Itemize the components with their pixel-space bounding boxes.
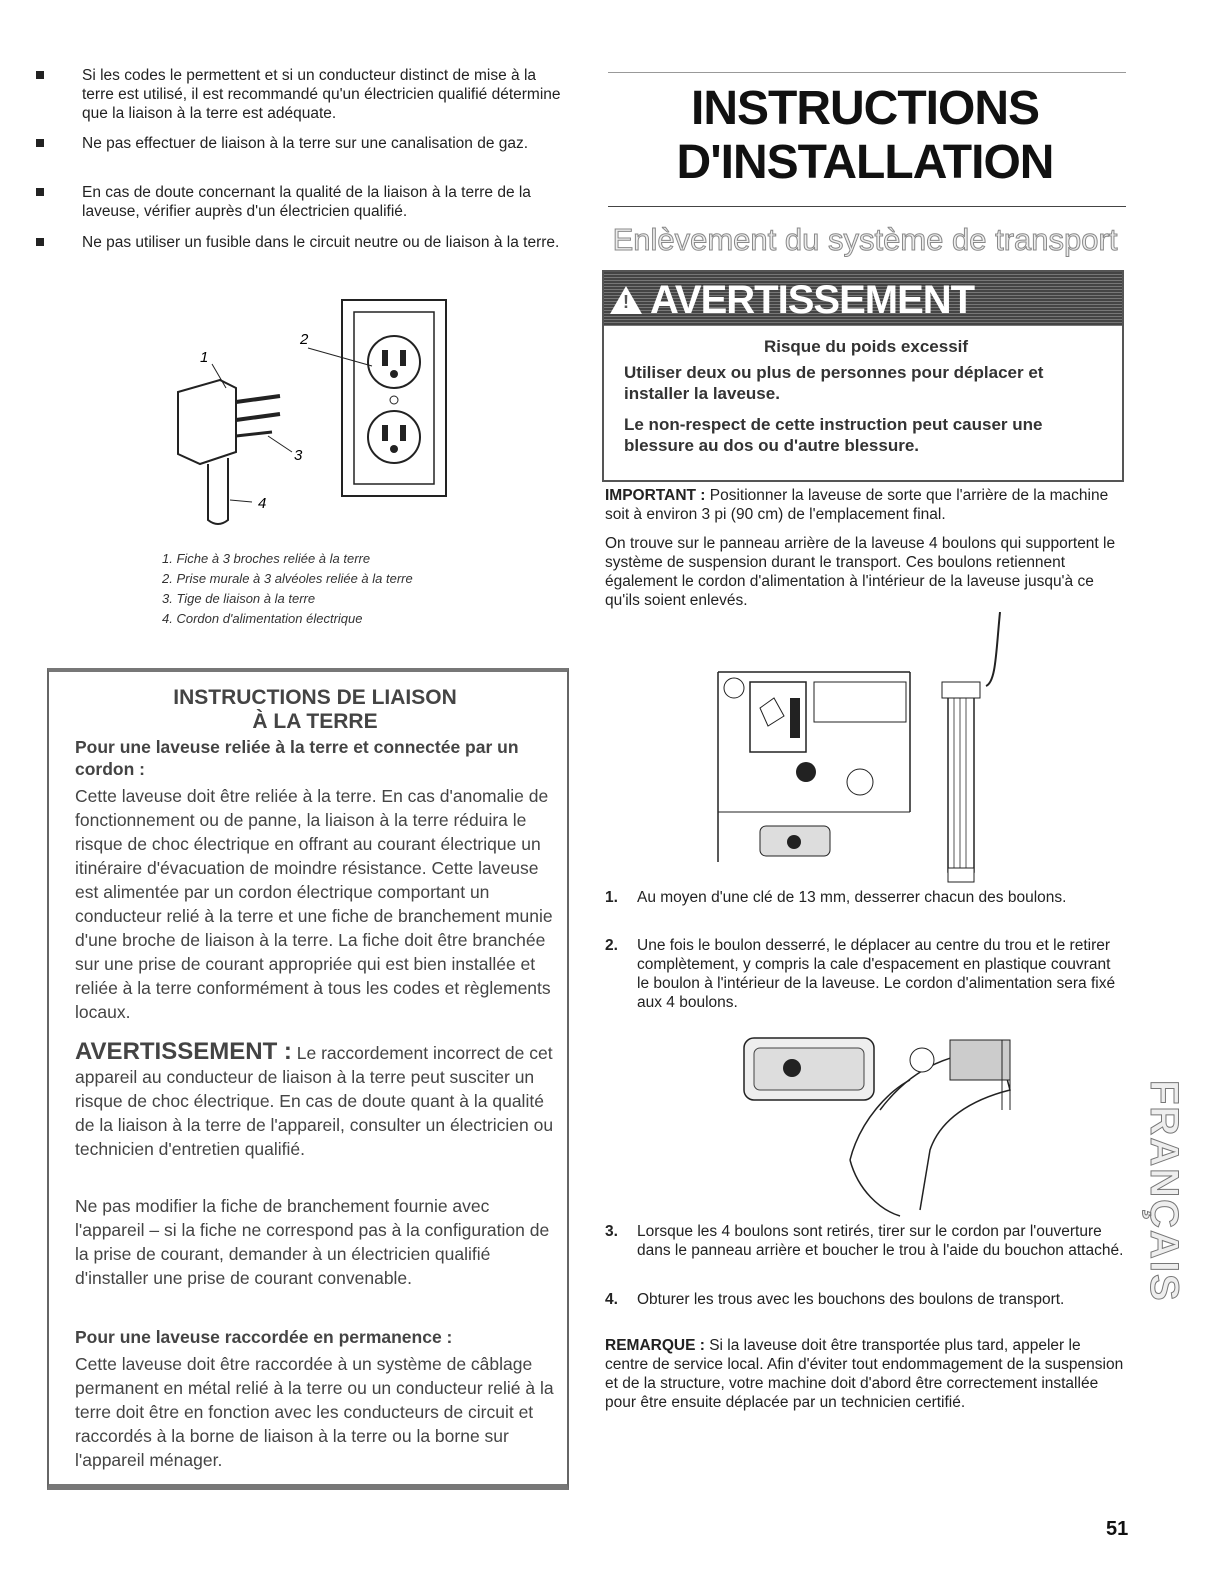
outlet-plug-illustration <box>160 292 480 552</box>
bullet-item: Ne pas utiliser un fusible dans le circuit neutre ou de liaison à la terre. <box>36 233 566 252</box>
language-side-tab: FRANÇAIS <box>1142 1080 1186 1303</box>
grounding-instructions-box <box>47 668 569 1490</box>
callout-3: 3 <box>294 447 303 464</box>
power-cord <box>208 458 228 524</box>
bolts-paragraph: On trouve sur le panneau arrière de la laveuse 4 boulons qui supportent le système de suspension durant le transport. Ces boulons retiennent également le cordon d'alimentation à l'intérieur de la laveuse jusqu'à ce qu'ils soient enlevés. <box>605 535 1116 609</box>
washer-back-panel-illustration <box>710 612 1010 892</box>
section-title: INSTRUCTIONS D'INSTALLATION <box>676 82 1054 189</box>
bullet-item: Ne pas effectuer de liaison à la terre sur une canalisation de gaz. <box>36 134 566 153</box>
step-item: 1. Au moyen d'une clé de 13 mm, desserrer chacun des boulons. <box>605 889 1067 906</box>
step-item: 4. Obturer les trous avec les bouchons des boulons de transport. <box>605 1291 1065 1308</box>
corded-heading: Pour une laveuse reliée à la terre et connectée par un cordon : <box>75 737 519 779</box>
wall-plate <box>342 300 446 496</box>
corded-text: Cette laveuse doit être reliée à la terre. En cas d'anomalie de fonctionnement ou de panne, la liaison à la terre réduira le risque de choc électrique en offrant au courant électrique un itinéraire d'évacuation de moindre résistance. Cette laveuse est alimentée par un cordon électrique comportant un conducteur relié à la terre et une fiche de branchement munie d'une broche de liaison à la terre. La fiche doit être branchée sur une prise de courant appropriée qui est bien installée et reliée à la terre conformément à tous les codes et règlements locaux. <box>75 786 553 1022</box>
bullet-item: Si les codes le permettent et si un conducteur distinct de mise à la terre est utilisé, il est recommandé qu'un électricien qualifié détermine que la liaison à la terre est adéquate. <box>36 66 566 123</box>
figure-caption: 2. Prise murale à 3 alvéoles reliée à la terre <box>162 571 413 586</box>
plug-text: Ne pas modifier la fiche de branchement fournie avec l'appareil – si la fiche ne correspond pas à la configuration de la prise de courant, demander à un électricien qualifié d'installer une prise de courant convenable. <box>75 1196 550 1288</box>
warning-line1: Utiliser deux ou plus de personnes pour déplacer et installer la laveuse. <box>624 363 1044 403</box>
hand-removing-bolt-illustration <box>740 1030 1040 1220</box>
warning-triangle-icon: ! <box>610 286 642 314</box>
callout-4: 4 <box>258 495 267 512</box>
figure-caption: 1. Fiche à 3 broches reliée à la terre <box>162 551 371 566</box>
grounding-title: INSTRUCTIONS DE LIAISON À LA TERRE <box>173 686 457 733</box>
warning-box <box>602 270 1124 482</box>
warning-hazard: Risque du poids excessif <box>763 337 969 356</box>
step-item: 2. Une fois le boulon desserré, le déplacer au centre du trou et le retirer complètement, y compris la cale d'espacement en plastique couvrant le boulon à l'intérieur de la laveuse. Le cordon d'alimentation sera fixé aux 4 boulons. <box>605 937 1116 1011</box>
upper-receptacle <box>368 336 420 388</box>
grounding-warning: AVERTISSEMENT : Le raccordement incorrect de cet appareil au conducteur de liaison à la terre peut susciter un risque de choc électrique. En cas de doute quant à la qualité de la liaison à la terre de l'appareil, consulter un électricien ou technicien d'entretien qualifié. <box>75 1038 554 1159</box>
step-item: 3. Lorsque les 4 boulons sont retirés, tirer sur le cordon par l'ouverture dans le panneau arrière et boucher le trou à l'aide du bouchon attaché. <box>605 1223 1124 1259</box>
warning-line2: Le non-respect de cette instruction peut causer une blessure au dos ou d'autre blessure. <box>624 415 1043 455</box>
permanent-heading: Pour une laveuse raccordée en permanence : <box>75 1327 453 1347</box>
warning-header: ! AVERTISSEMENT <box>604 272 1122 326</box>
subsection-title: Enlèvement du système de transport <box>612 222 1118 257</box>
callout-1: 1 <box>200 349 209 366</box>
top-rule <box>608 72 1126 73</box>
permanent-text: Cette laveuse doit être raccordée à un système de câblage permanent en métal relié à la terre ou un conducteur relié à la terre doit être en fonction avec les conducteurs de circuit et raccordés à la borne de liaison à la terre ou la borne sur l'appareil ménager. <box>75 1354 554 1470</box>
title-rule <box>608 206 1126 207</box>
plug-body <box>178 380 236 464</box>
note-paragraph: REMARQUE : Si la laveuse doit être transportée plus tard, appeler le centre de service local. Afin d'éviter tout endommagement de la suspension et de la structure, votre machine doit d'abord être correctement installée pour être ensuite déplacée par un technicien certifié. <box>605 1337 1124 1411</box>
page-number: 51 <box>1106 1518 1129 1540</box>
callout-2: 2 <box>300 331 309 348</box>
lower-receptacle <box>368 411 420 463</box>
figure-caption: 3. Tige de liaison à la terre <box>162 591 316 606</box>
figure-caption: 4. Cordon d'alimentation électrique <box>162 611 363 626</box>
important-paragraph: IMPORTANT : Positionner la laveuse de sorte que l'arrière de la machine soit à environ 3 pi (90 cm) de l'emplacement final. <box>605 487 1109 523</box>
bullet-item: En cas de doute concernant la qualité de la liaison à la terre de la laveuse, vérifier auprès d'un électricien qualifié. <box>36 183 566 221</box>
